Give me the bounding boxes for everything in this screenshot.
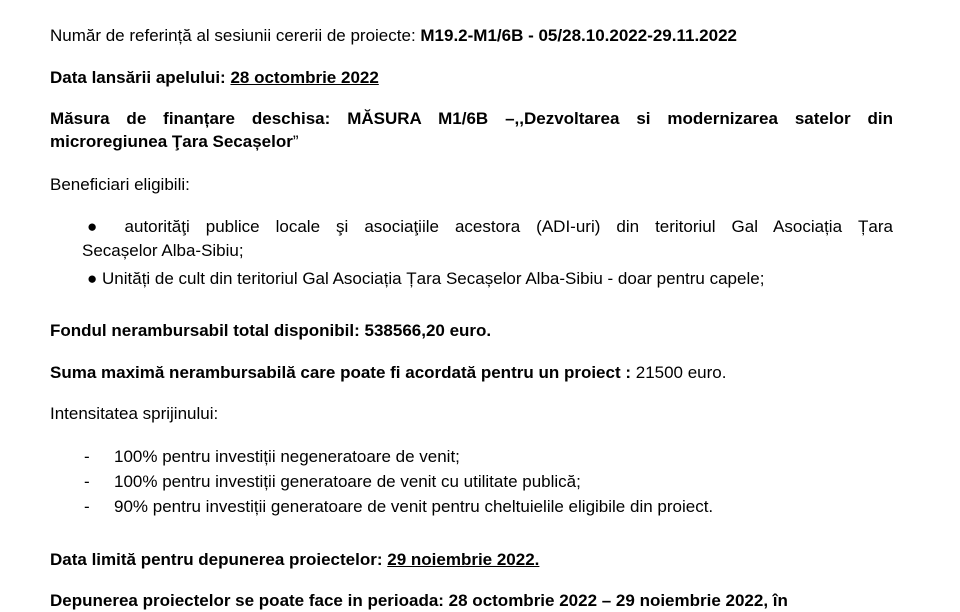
beneficiary-item-2-text: Unități de cult din teritoriul Gal Asociația Țara Secașelor Alba-Sibiu - doar pentru capele; <box>102 269 765 288</box>
bullet-icon: ● <box>87 217 109 236</box>
beneficiaries-label: Beneficiari eligibili: <box>50 175 190 194</box>
session-reference-line <box>50 25 893 47</box>
deadline-line <box>50 549 893 571</box>
funding-measure-label: Măsura de finanțare deschisa: <box>50 109 348 128</box>
dash-bullet: - <box>84 447 90 466</box>
launch-date-line <box>50 67 893 89</box>
total-fund-text: Fondul nerambursabil total disponibil: 538566,20 euro. <box>50 321 492 340</box>
intensity-label: Intensitatea sprijinului: <box>50 404 219 423</box>
funding-measure-value-2: microregiunea Ţara Secașelor <box>50 132 293 151</box>
dash-bullet: - <box>84 472 90 491</box>
beneficiary-item-2 <box>87 268 893 290</box>
session-reference-label: Număr de referință al sesiunii cererii de proiecte: <box>50 26 421 45</box>
funding-measure-line-1 <box>50 108 893 130</box>
max-amount-label: Suma maximă nerambursabilă care poate fi acordată pentru un proiect : <box>50 363 636 382</box>
beneficiary-item-1-text-1: autorităţi publice locale şi asociaţiile acestora (ADI-uri) din teritoriul Gal Asociația Țara <box>124 217 893 236</box>
funding-measure-closing-quote: ” <box>292 132 299 151</box>
intensity-item-1 <box>84 446 460 468</box>
beneficiaries-heading <box>50 174 893 196</box>
funding-measure-value-1: MĂSURA M1/6B –,,Dezvoltarea si modernizarea satelor din <box>347 109 893 128</box>
beneficiary-item-1-line-2 <box>82 240 888 262</box>
intensity-item-3-text: 90% pentru investiții generatoare de venit pentru cheltuielile eligibile din proiect. <box>114 497 714 516</box>
dash-bullet: - <box>84 497 90 516</box>
launch-date-value: 28 octombrie 2022 <box>230 68 379 87</box>
session-reference-value: M19.2-M1/6B - 05/28.10.2022-29.11.2022 <box>420 26 737 45</box>
max-amount-value: 21500 euro. <box>635 363 727 382</box>
deadline-value: 29 noiembrie 2022. <box>387 550 540 569</box>
bullet-icon: ● <box>87 269 98 288</box>
launch-date-label: Data lansării apelului: <box>50 68 231 87</box>
beneficiary-item-1-text-2: Secașelor Alba-Sibiu; <box>82 241 244 260</box>
submission-period-line <box>50 590 893 612</box>
max-amount-line <box>50 362 893 384</box>
submission-period-text: Depunerea proiectelor se poate face in perioada: 28 octombrie 2022 – 29 noiembrie 2022, în <box>50 591 788 610</box>
intensity-heading <box>50 403 893 425</box>
intensity-item-2-text: 100% pentru investiții generatoare de venit cu utilitate publică; <box>114 472 581 491</box>
intensity-item-3 <box>84 496 713 518</box>
intensity-item-2 <box>84 471 581 493</box>
funding-measure-line-2 <box>50 131 893 153</box>
beneficiary-item-1-line-1 <box>87 216 893 238</box>
total-fund-line <box>50 320 893 342</box>
intensity-item-1-text: 100% pentru investiții negeneratoare de venit; <box>114 447 460 466</box>
deadline-label: Data limită pentru depunerea proiectelor: <box>50 550 388 569</box>
